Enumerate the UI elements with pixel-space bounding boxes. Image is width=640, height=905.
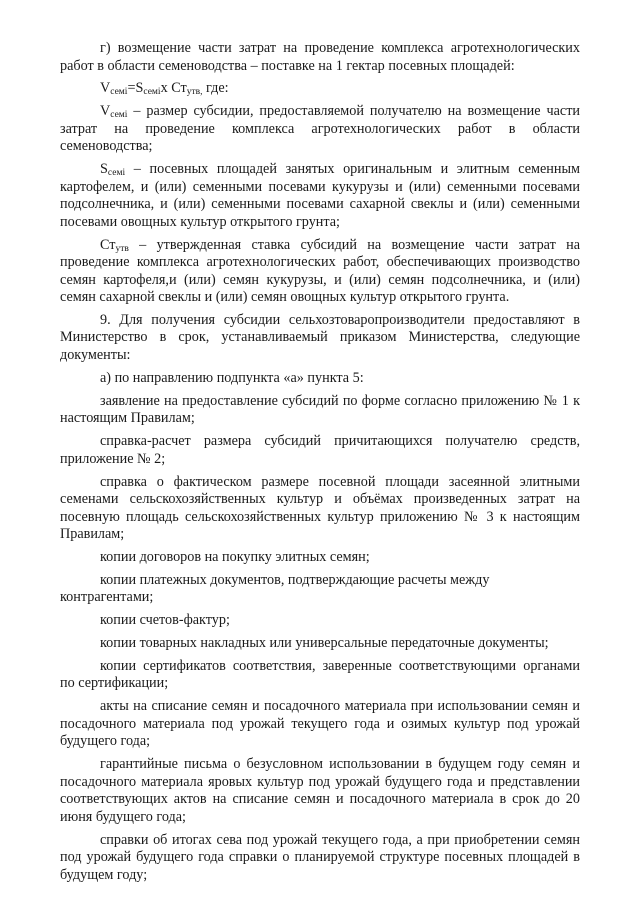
- list-item-payment-docs: копии платежных документов, подтверждающие расчеты между контрагентами;: [60, 571, 490, 606]
- list-item-invoices: копии счетов-фактур;: [100, 612, 230, 629]
- list-item-calculation: справка-расчет размера субсидий причитающихся получателю средств, приложение № 2;: [60, 433, 580, 467]
- paragraph-formula: $V_{семi}=S_{семi}х$ $Ст_{утв,}$ где:: [100, 80, 229, 98]
- list-item-waybills: копии товарных накладных или универсальные передаточные документы;: [100, 635, 549, 652]
- list-item-area-certificate: справка о фактическом размере посевной площади засеянной элитными семенами сельскохозяйственных культур и объёмах произведенных затрат на посевную площадь сельскохозяйственных культур приложению № 3 к настоящим Правилам;: [60, 473, 580, 543]
- paragraph-seed-costs-intro: г) возмещение части затрат на проведение комплекса агротехнологических работ в области семеноводства – поставке на 1 гектар посевных площадей:: [60, 40, 580, 74]
- list-item-contracts: копии договоров на покупку элитных семян;: [100, 548, 370, 565]
- list-item-application: заявление на предоставление субсидий по форме согласно приложению № 1 к настоящим Правилам;: [60, 392, 580, 427]
- paragraph-subitem-a: а) по направлению подпункта «а» пункта 5:: [100, 369, 364, 386]
- paragraph-rate-definition: $Ст_{утв}$ – утвержденная ставка субсидий на возмещение части затрат на проведение комплекса агротехнологических работ, обеспечивающих производство семян картофеля,и (или) семян кукурузы, и (или) семян подсолнечника, и (или) семян сахарной свеклы и (или) семян овощных культур открытого грунта.: [60, 236, 580, 306]
- paragraph-item-9: 9. Для получения субсидии сельхозтоваропроизводители предоставляют в Министерство в срок, устанавливаемый приказом Министерства, следующие документы:: [60, 311, 580, 363]
- document-body: [60, 40, 580, 890]
- list-item-sowing-reports: справки об итогах сева под урожай текущего года, а при приобретении семян под урожай будущего года справки о планируемой структуре посевных площадей в будущем году;: [60, 831, 580, 883]
- list-item-guarantee-letters: гарантийные письма о безусловном использовании в будущем году семян и посадочного материала яровых культур под урожай будущего года и представлении соответствующих актов на списание семян и посадочного материала в срок до 20 июня будущего года;: [60, 756, 580, 825]
- list-item-write-off-acts: акты на списание семян и посадочного материала при использовании семян и посадочного материала под урожай текущего года и озимых культур под урожай будущего года;: [60, 698, 580, 750]
- paragraph-s-definition: $S_{семi}$ – посевных площадей занятых оригинальным и элитным семенным картофелем, и (или) семенными посевами кукурузы и (или) семенными посевами подсолнечника, и (или) семенными посевами сахарной свеклы и (или) семенными посевами овощных культур открытого грунта;: [60, 161, 580, 230]
- paragraph-v-definition: $V_{семi}$ – размер субсидии, предоставляемой получателю на возмещение части затрат на проведение комплекса агротехнологических работ в области семеноводства;: [60, 103, 580, 155]
- list-item-certificates: копии сертификатов соответствия, заверенные соответствующими органами по сертификации;: [60, 657, 580, 692]
